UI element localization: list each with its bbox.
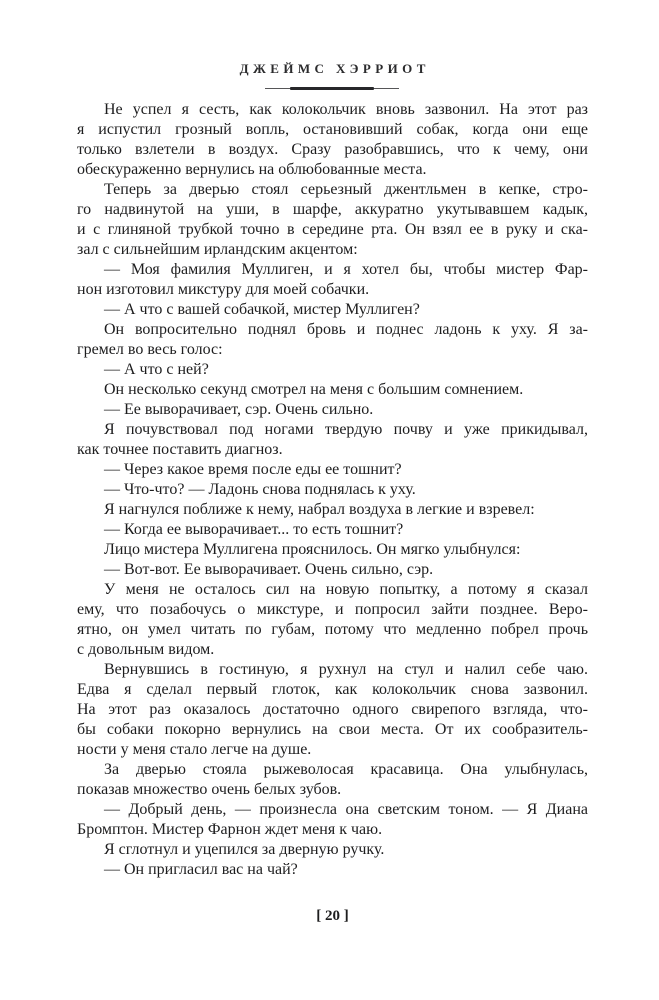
- text-line: гремел во весь голос:: [77, 341, 223, 358]
- paragraph: [77, 840, 588, 860]
- text-line: — А что с ней?: [104, 361, 209, 378]
- text-line: — Ее выворачивает, сэр. Очень сильно.: [104, 401, 374, 418]
- paragraph: [77, 580, 588, 660]
- text-line: зал с сильнейшим ирландским акцентом:: [77, 241, 358, 258]
- paragraph: [77, 260, 588, 300]
- paragraph: [77, 660, 588, 760]
- text-line: Я сглотнул и уцепился за дверную ручку.: [104, 841, 385, 858]
- section-divider: [265, 86, 399, 91]
- paragraph: [77, 760, 588, 800]
- text-line: — А что с вашей собачкой, мистер Муллиген?: [104, 301, 420, 318]
- paragraph: [77, 380, 588, 400]
- text-line: — Он пригласил вас на чай?: [104, 861, 298, 878]
- text-line: — Что-что? — Ладонь снова поднялась к уху.: [104, 481, 416, 498]
- text-line: Он вопросительно поднял бровь и поднес ладонь к уху. Я за-: [104, 321, 588, 338]
- text-line: Вернувшись в гостиную, я рухнул на стул и налил себе чаю.: [104, 661, 588, 678]
- text-line: обескураженно вернулись на облюбованные места.: [77, 161, 427, 178]
- text-block: [77, 100, 588, 880]
- paragraph: [77, 320, 588, 360]
- paragraph: [77, 560, 588, 580]
- text-line: го надвинутой на уши, в шарфе, аккуратно укутывавшем кадык,: [77, 201, 588, 218]
- text-line: Я почувствовал под ногами твердую почву и уже прикидывал,: [104, 421, 588, 438]
- text-line: ности у меня стало легче на душе.: [77, 741, 312, 758]
- text-line: Едва я сделал первый глоток, как колокольчик снова зазвонил.: [77, 681, 588, 698]
- paragraph: [77, 500, 588, 520]
- text-line: и с глиняной трубкой точно в середине рта. Он взял ее в руку и ска-: [77, 221, 588, 238]
- text-line: — Добрый день, — произнесла она светским тоном. — Я Диана: [104, 801, 588, 818]
- paragraph: [77, 100, 588, 180]
- text-line: нон изготовил микстуру для моей собачки.: [77, 281, 370, 298]
- paragraph: [77, 420, 588, 460]
- text-line: бы собаки покорно вернулись на свои места. От их сообразитель-: [77, 721, 588, 738]
- paragraph: [77, 400, 588, 420]
- text-line: показав множество очень белых зубов.: [77, 781, 342, 798]
- paragraph: [77, 360, 588, 380]
- text-line: — Через какое время после еды ее тошнит?: [104, 461, 402, 478]
- divider-bar: [290, 87, 374, 90]
- page-number: [ 20 ]: [316, 908, 349, 924]
- paragraph: [77, 800, 588, 840]
- text-line: ему, что позабочусь о микстуре, и попросил зайти позднее. Веро-: [77, 601, 588, 618]
- text-line: У меня не осталось сил на новую попытку, а потому я сказал: [104, 581, 588, 598]
- text-line: Теперь за дверью стоял серьезный джентльмен в кепке, стро-: [104, 181, 588, 198]
- text-line: ятно, он умел читать по губам, потому что медленно побрел прочь: [77, 621, 588, 638]
- text-line: — Вот-вот. Ее выворачивает. Очень сильно, сэр.: [104, 561, 434, 578]
- paragraph: [77, 480, 588, 500]
- paragraph: [77, 460, 588, 480]
- paragraph: [77, 180, 588, 260]
- running-head: ДЖЕЙМС ХЭРРИОТ: [239, 61, 430, 76]
- text-line: как точнее поставить диагноз.: [77, 441, 283, 458]
- text-line: Бромптон. Мистер Фарнон ждет меня к чаю.: [77, 821, 383, 838]
- paragraph: [77, 540, 588, 560]
- text-line: Лицо мистера Муллигена прояснилось. Он мягко улыбнулся:: [104, 541, 521, 558]
- paragraph: [77, 300, 588, 320]
- text-line: За дверью стояла рыжеволосая красавица. Она улыбнулась,: [104, 761, 588, 778]
- text-line: — Моя фамилия Муллиген, и я хотел бы, чтобы мистер Фар-: [104, 261, 588, 278]
- text-line: только взлетели в воздух. Сразу разобравшись, что к чему, они: [77, 141, 588, 158]
- text-line: На этот раз оказалось достаточно одного свирепого взгляда, что-: [77, 701, 588, 718]
- text-line: я испустил грозный вопль, остановивший собак, когда они еще: [77, 121, 588, 138]
- paragraph: [77, 860, 588, 880]
- paragraph: [77, 520, 588, 540]
- text-line: Он несколько секунд смотрел на меня с большим сомнением.: [104, 381, 524, 398]
- text-line: с довольным видом.: [77, 641, 215, 658]
- text-line: Я нагнулся поближе к нему, набрал воздуха в легкие и взревел:: [104, 501, 535, 518]
- text-line: Не успел я сесть, как колокольчик вновь зазвонил. На этот раз: [104, 101, 588, 118]
- text-line: — Когда ее выворачивает... то есть тошнит?: [104, 521, 404, 538]
